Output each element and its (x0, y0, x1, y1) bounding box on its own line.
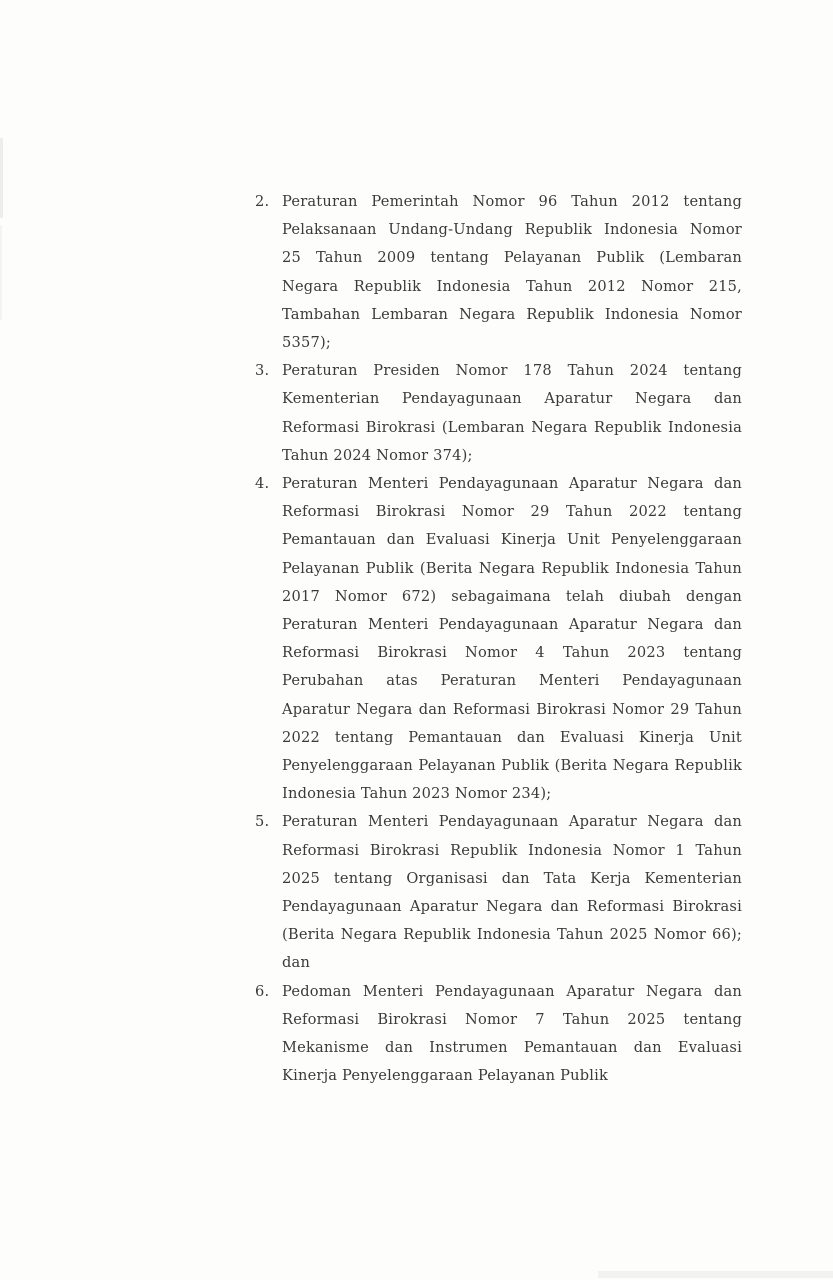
text-line: 2025 tentang Organisasi dan Tata Kerja Kementerian (282, 869, 742, 887)
regulation-list (255, 188, 742, 1091)
scan-artifact-left-mid (0, 225, 2, 320)
list-item (255, 978, 742, 1091)
text-line: 2022 tentang Pemantauan dan Evaluasi Kinerja Unit (282, 728, 742, 746)
text-line: Pemantauan dan Evaluasi Kinerja Unit Penyelenggaraan (282, 531, 742, 549)
text-line: Indonesia Tahun 2023 Nomor 234); (282, 785, 552, 803)
text-line: Kinerja Penyelenggaraan Pelayanan Publik (282, 1067, 609, 1085)
item-number: 4. (255, 475, 270, 493)
text-line: Reformasi Birokrasi (Lembaran Negara Republik Indonesia (282, 418, 742, 436)
text-line: Peraturan Menteri Pendayagunaan Aparatur Negara dan (282, 475, 742, 493)
text-line: Mekanisme dan Instrumen Pemantauan dan Evaluasi (282, 1039, 742, 1057)
text-line: Reformasi Birokrasi Nomor 4 Tahun 2023 tentang (282, 644, 742, 662)
text-line: Tahun 2024 Nomor 374); (282, 446, 473, 464)
text-line: Pelaksanaan Undang-Undang Republik Indonesia Nomor (282, 221, 742, 239)
item-text (282, 808, 742, 977)
text-line: Peraturan Presiden Nomor 178 Tahun 2024 tentang (282, 362, 742, 380)
item-text (282, 978, 742, 1091)
text-line: Perubahan atas Peraturan Menteri Pendayagunaan (282, 672, 742, 690)
text-line: Reformasi Birokrasi Nomor 29 Tahun 2022 tentang (282, 503, 742, 521)
text-line: Pendayagunaan Aparatur Negara dan Reformasi Birokrasi (282, 898, 742, 916)
text-line: Peraturan Pemerintah Nomor 96 Tahun 2012 tentang (282, 193, 742, 210)
list-item (255, 357, 742, 470)
text-line: Negara Republik Indonesia Tahun 2012 Nomor 215, (282, 277, 742, 295)
text-line: Penyelenggaraan Pelayanan Publik (Berita Negara Republik (282, 757, 742, 775)
text-line: Tambahan Lembaran Negara Republik Indonesia Nomor (282, 305, 742, 323)
scan-artifact-bottom-right (598, 1271, 833, 1278)
text-line: (Berita Negara Republik Indonesia Tahun 2025 Nomor 66); (282, 926, 742, 944)
item-number: 6. (255, 982, 270, 1000)
text-line: Pelayanan Publik (Berita Negara Republik Indonesia Tahun (282, 559, 742, 577)
item-text (282, 470, 742, 808)
item-number: 5. (255, 813, 270, 831)
item-text (282, 188, 742, 357)
text-line: 25 Tahun 2009 tentang Pelayanan Publik (Lembaran (282, 249, 742, 267)
list-item (255, 188, 742, 357)
item-number: 2. (255, 193, 270, 210)
item-text (282, 357, 742, 470)
text-line: Peraturan Menteri Pendayagunaan Aparatur Negara dan (282, 813, 742, 831)
text-line: Reformasi Birokrasi Republik Indonesia Nomor 1 Tahun (282, 841, 742, 859)
text-line: dan (282, 954, 311, 972)
list-item (255, 470, 742, 808)
list-item (255, 808, 742, 977)
text-line: Aparatur Negara dan Reformasi Birokrasi Nomor 29 Tahun (282, 700, 742, 718)
text-line: Kementerian Pendayagunaan Aparatur Negara dan (282, 390, 742, 408)
text-line: Reformasi Birokrasi Nomor 7 Tahun 2025 tentang (282, 1010, 742, 1028)
text-line: Pedoman Menteri Pendayagunaan Aparatur Negara dan (282, 982, 742, 1000)
item-number: 3. (255, 362, 270, 380)
scan-artifact-left-top (0, 138, 3, 218)
text-line: 5357); (282, 334, 331, 352)
text-line: Peraturan Menteri Pendayagunaan Aparatur Negara dan (282, 616, 742, 634)
text-line: 2017 Nomor 672) sebagaimana telah diubah dengan (282, 587, 742, 605)
